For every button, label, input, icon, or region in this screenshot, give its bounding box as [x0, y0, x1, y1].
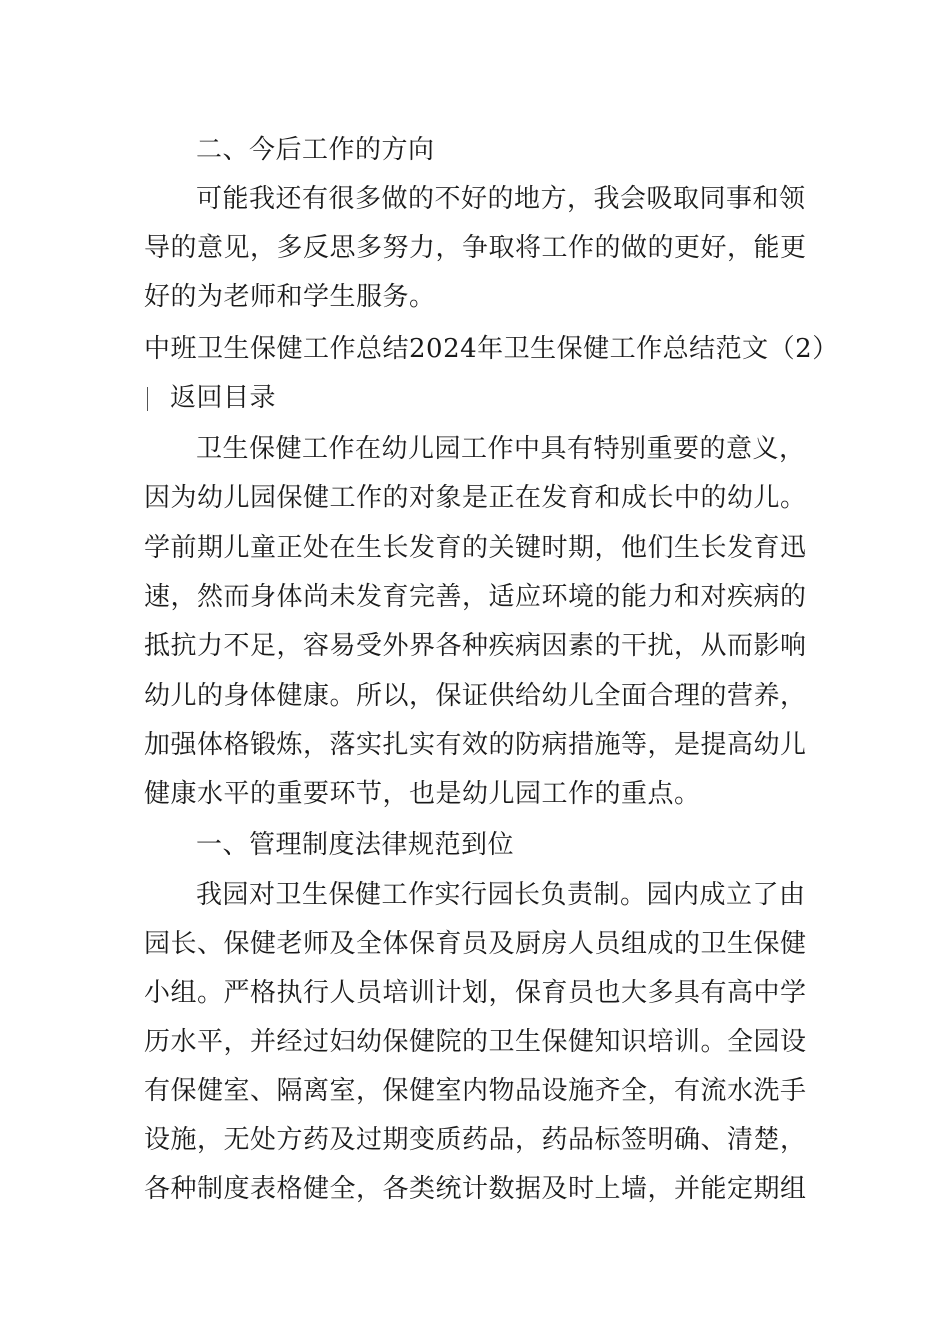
- paragraph-line: 幼儿的身体健康。所以，保证供给幼儿全面合理的营养，: [144, 681, 807, 711]
- back-to-toc-link[interactable]: 返回目录: [170, 383, 277, 413]
- paragraph-line: 加强体格锻炼，落实扎实有效的防病措施等，是提高幼儿: [144, 730, 807, 760]
- paragraph-line: 园长、保健老师及全体保育员及厨房人员组成的卫生保健: [144, 929, 807, 959]
- paragraph-line: 小组。严格执行人员培训计划，保育员也大多具有高中学: [144, 978, 807, 1008]
- paragraph-line: 好的为老师和学生服务。: [144, 282, 436, 312]
- paragraph-line: 导的意见，多反思多努力，争取将工作的做的更好，能更: [144, 233, 807, 263]
- paragraph-line: 因为幼儿园保健工作的对象是正在发育和成长中的幼儿。: [144, 483, 807, 513]
- paragraph-line: 有保健室、隔离室，保健室内物品设施齐全，有流水洗手: [144, 1076, 807, 1106]
- paragraph-line: 速，然而身体尚未发育完善，适应环境的能力和对疾病的: [144, 582, 807, 612]
- paragraph-line: 可能我还有很多做的不好的地方，我会吸取同事和领: [196, 184, 806, 214]
- paragraph-line: 健康水平的重要环节，也是幼儿园工作的重点。: [144, 779, 701, 809]
- section-heading-future-direction: 二、今后工作的方向: [196, 135, 435, 165]
- paragraph-line: 各种制度表格健全，各类统计数据及时上墙，并能定期组: [144, 1174, 807, 1204]
- separator-bar: [147, 387, 148, 411]
- paragraph-line: 我园对卫生保健工作实行园长负责制。园内成立了由: [196, 880, 806, 910]
- back-to-toc-row[interactable]: [144, 376, 824, 420]
- paragraph-line: 抵抗力不足，容易受外界各种疾病因素的干扰，从而影响: [144, 631, 807, 661]
- paragraph-line: 设施，无处方药及过期变质药品，药品标签明确、清楚，: [144, 1125, 807, 1155]
- paragraph-line: 卫生保健工作在幼儿园工作中具有特别重要的意义，: [196, 434, 806, 464]
- section-heading-management: 一、管理制度法律规范到位: [196, 830, 515, 860]
- article-title: 中班卫生保健工作总结2024年卫生保健工作总结范文（2）: [144, 334, 839, 364]
- paragraph-line: 历水平，并经过妇幼保健院的卫生保健知识培训。全园设: [144, 1027, 807, 1057]
- paragraph-line: 学前期儿童正处在生长发育的关键时期，他们生长发育迅: [144, 533, 807, 563]
